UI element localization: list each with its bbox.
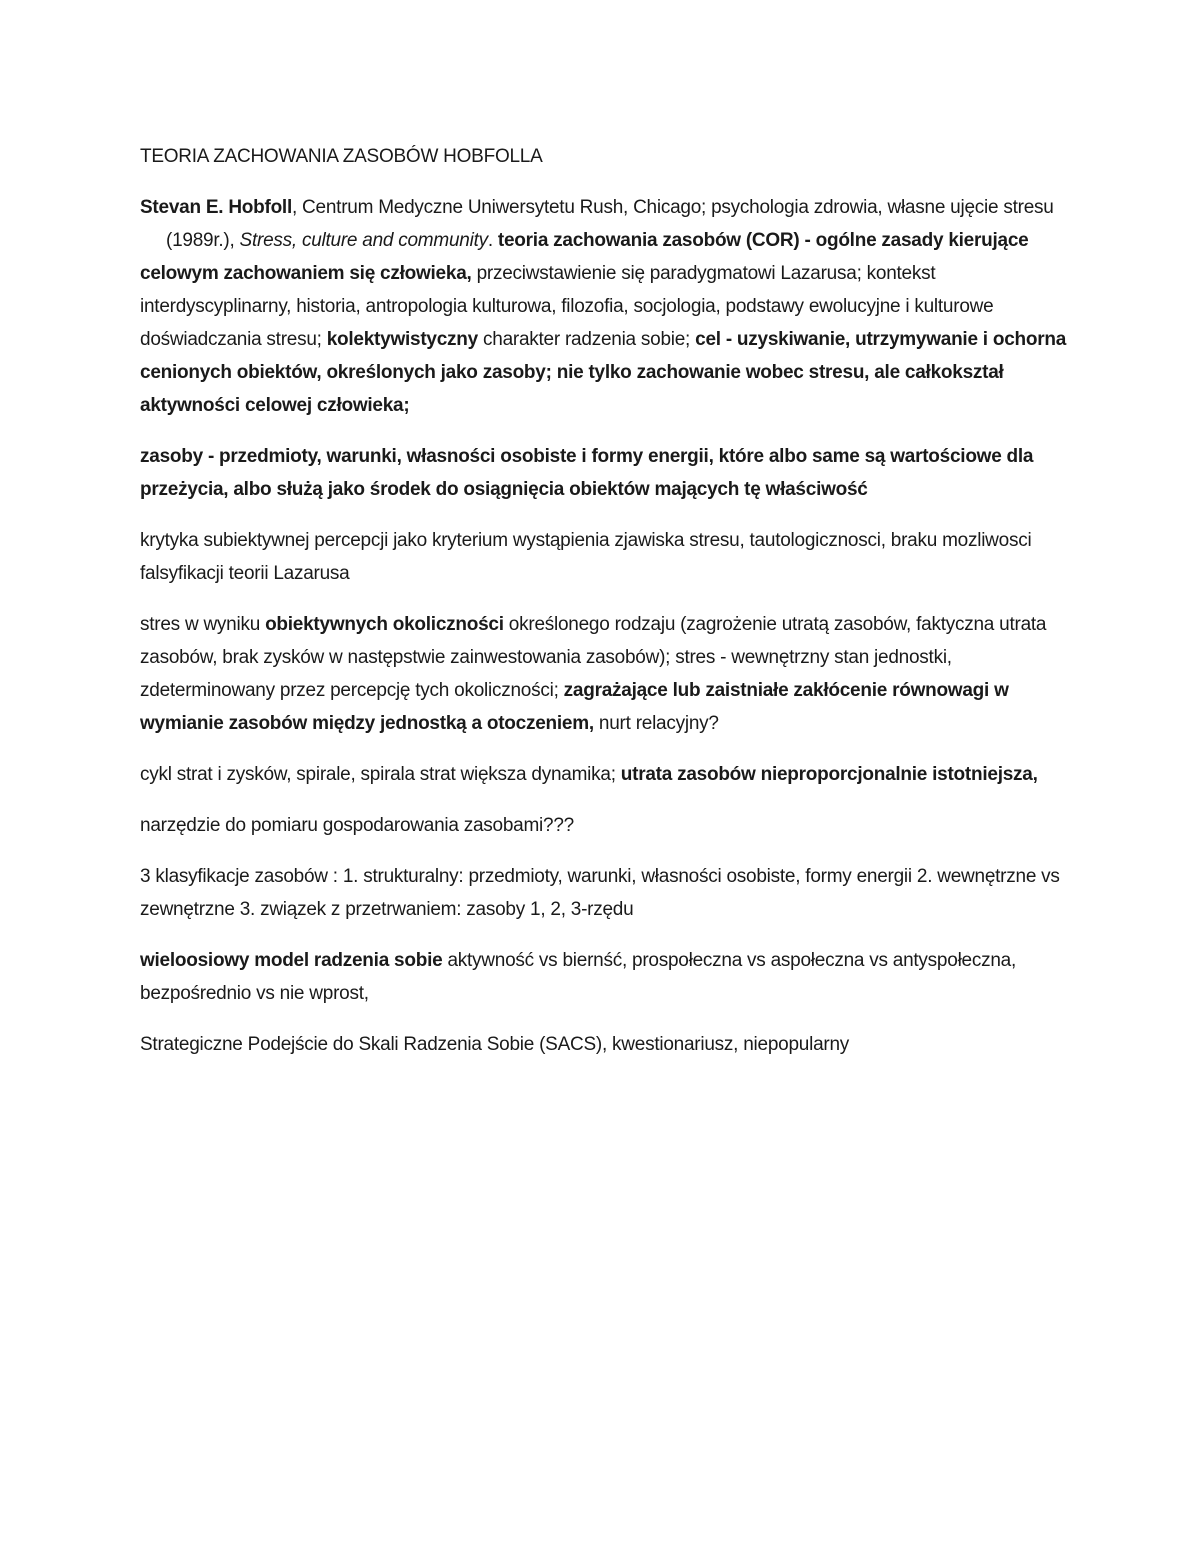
bold-text-run: cel - uzyskiwanie, utrzymywanie i ochorna cenionych obiektów, określonych jako zasoby; nie tylko zachowanie wobec stresu, ale całkokształ aktywności celowej człowieka; xyxy=(140,329,1067,416)
paragraph xyxy=(140,191,1075,422)
text-run: przeciwstawienie się paradygmatowi Lazarusa; kontekst interdyscyplinarny, historia, antropologia kulturowa, filozofia, socjologia, podstawy ewolucyjne i kulturowe doświadczania stresu; xyxy=(140,263,994,350)
paragraph xyxy=(140,809,1075,842)
paragraph xyxy=(140,608,1075,740)
text-run: aktywność vs biernść, prospołeczna vs aspołeczna vs antyspołeczna, bezpośrednio vs nie wprost, xyxy=(140,950,1017,1004)
text-run: narzędzie do pomiaru gospodarowania zasobami??? xyxy=(140,815,574,836)
text-run: nurt relacyjny? xyxy=(593,713,719,734)
text-run: 3 klasyfikacje zasobów : 1. strukturalny: przedmioty, warunki, własności osobiste, formy energii 2. wewnętrzne vs zewnętrzne 3. związek z przetrwaniem: zasoby 1, 2, 3-rzędu xyxy=(140,866,1060,920)
text-run: , Centrum Medyczne Uniwersytetu Rush, Chicago; psychologia zdrowia, własne ujęcie stresu xyxy=(292,197,1054,218)
text-run: krytyka subiektywnej percepcji jako kryterium wystąpienia zjawiska stresu, tautologicznosci, braku mozliwosci falsyfikacji teorii Lazarusa xyxy=(140,530,1032,584)
text-run: określonego rodzaju (zagrożenie utratą zasobów, faktyczna utrata zasobów, brak zysków w następstwie zainwestowania zasobów); stres - wewnętrzny stan jednostki, zdeterminowany przez percepcję tych okoliczności; xyxy=(140,614,1047,701)
bold-text-run: kolektywistyczny xyxy=(326,329,478,350)
paragraph xyxy=(140,860,1075,926)
bold-text-run: utrata zasobów nieproporcjonalnie istotniejsza, xyxy=(620,764,1038,785)
bold-text-run: zasoby - przedmioty, warunki, własności osobiste i formy energii, które albo same są wartościowe dla przeżycia, albo służą jako środek do osiągnięcia obiektów mających tę właściwość xyxy=(140,446,1034,500)
bold-text-run: wieloosiowy model radzenia sobie xyxy=(140,950,443,971)
paragraph-list xyxy=(140,191,1075,1061)
text-run: cykl strat i zysków, spirale, spirala strat większa dynamika; xyxy=(140,764,621,785)
document-title: TEORIA ZACHOWANIA ZASOBÓW HOBFOLLA xyxy=(140,146,543,167)
document-body xyxy=(140,140,1075,1079)
text-run: charakter radzenia sobie; xyxy=(477,329,696,350)
paragraph xyxy=(140,524,1075,590)
bold-text-run: teoria zachowania zasobów (COR) - ogólne zasady kierujące celowym zachowaniem się człowieka, xyxy=(140,230,1029,284)
paragraph xyxy=(140,1028,1075,1061)
bold-text-run: Stevan E. Hobfoll xyxy=(140,197,292,218)
paragraph xyxy=(140,944,1075,1010)
text-run: . xyxy=(487,230,498,251)
paragraph xyxy=(140,440,1075,506)
text-run: stres w wyniku xyxy=(140,614,266,635)
italic-text-run: Stress, culture and community xyxy=(239,230,488,251)
text-run: (1989r.), xyxy=(166,230,240,251)
bold-text-run: obiektywnych okoliczności xyxy=(265,614,504,635)
text-run: Strategiczne Podejście do Skali Radzenia Sobie (SACS), kwestionariusz, niepopularny xyxy=(140,1034,850,1055)
bold-text-run: zagrażające lub zaistniałe zakłócenie równowagi w wymianie zasobów między jednostką a otoczeniem, xyxy=(140,680,1009,734)
paragraph xyxy=(140,758,1075,791)
